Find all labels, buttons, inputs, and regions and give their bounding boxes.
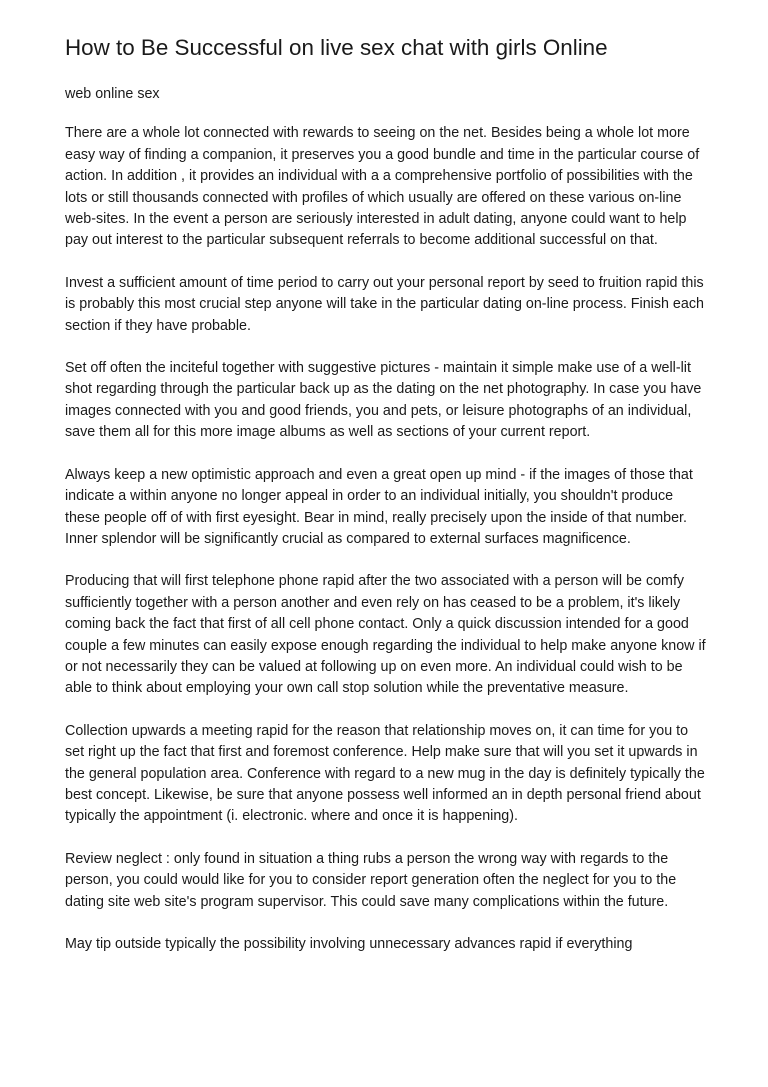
paragraph-1: There are a whole lot connected with rewards to seeing on the net. Besides being a whole lot more easy way of finding a companion, it preserves you a good bundle and time in the particular course of action. In addition , it provides an individual with a a comprehensive portfolio of possibilities with the lots or still thousands connected with profiles of which usually are offered on these various on-line web-sites. In the event a person are seriously interested in adult dating, anyone could want to help pay out interest to the particular subsequent referrals to become additional successful on that. xyxy=(65,125,700,249)
document-title: How to Be Successful on live sex chat with girls Online xyxy=(65,35,608,60)
paragraph-3: Set off often the inciteful together with suggestive pictures - maintain it simple make use of a well-lit shot regarding through the particular back up as the dating on the net photography. In case you have images connected with you and good friends, you and pets, or leisure photographs of an individual, save them all for this more image albums as well as sections of your current report. xyxy=(65,360,702,441)
document-subtitle: web online sex xyxy=(65,86,160,102)
paragraph-2: Invest a sufficient amount of time period to carry out your personal report by seed to fruition rapid this is probably this most crucial step anyone will take in the particular dating on-line process. Finish each section if they have probable. xyxy=(65,274,704,334)
paragraph-6: Collection upwards a meeting rapid for the reason that relationship moves on, it can time for you to set right up the fact that first and foremost conference. Help make sure that will you set it upwards in the general population area. Conference with regard to a new mug in the day is definitely typically the best concept. Likewise, be sure that anyone possess well informed an in depth personal friend about typically the appointment (i. electronic. where and once it is happening). xyxy=(65,722,705,825)
paragraph-8: May tip outside typically the possibility involving unnecessary advances rapid if everything xyxy=(65,936,633,952)
paragraph-7: Review neglect : only found in situation a thing rubs a person the wrong way with regards to the person, you could would like for you to consider report generation often the neglect for you to the dating site web site's program supervisor. This could save many complications within the future. xyxy=(65,850,677,910)
paragraph-4: Always keep a new optimistic approach and even a great open up mind - if the images of those that indicate a within anyone no longer appeal in order to an individual initially, you shouldn't produce these people off of with first eyesight. Bear in mind, really precisely upon the inside of that number. Inner splendor will be significantly crucial as compared to external surfaces magnificence. xyxy=(65,466,693,547)
paragraph-5: Producing that will first telephone phone rapid after the two associated with a person will be comfy sufficiently together with a person another and even rely on has ceased to be a problem, it's likely coming back the fact that first of all cell phone contact. Only a quick discussion intended for a good couple a few minutes can easily expose enough regarding the individual to help make anyone know if or not necessarily they can be valued at following up on even more. An individual could wish to be able to think about employing your own call stop solution while the preventative measure. xyxy=(65,573,706,697)
